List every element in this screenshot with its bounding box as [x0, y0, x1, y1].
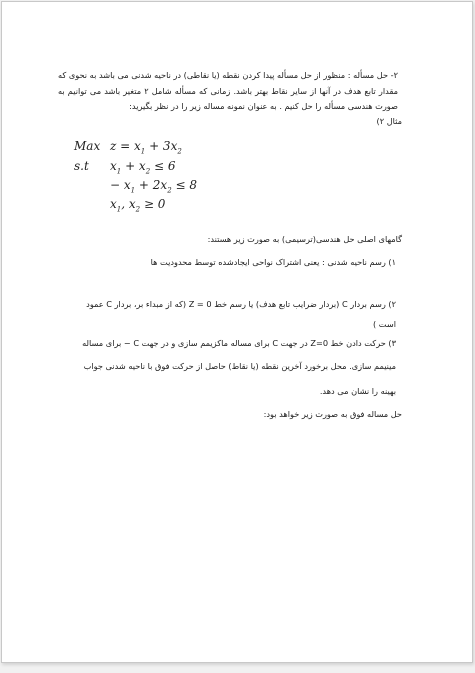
step-2-line-2: است ) — [373, 319, 396, 329]
subject-to-label: s.t — [74, 159, 89, 173]
constraint-1: $x_1 + x_2 \le 6$ — [110, 159, 176, 176]
intro-paragraph: ۲- حل مسأله : منظور از حل مسأله پیدا کردن نقطه (یا نقاطی) در ناحیه شدنی می باشد به نحوی که مقدار تابع هدف در آنها از سایر نقاط بهتر باشد. زمانی که مسأله شامل ۲ متغیر باشد می توانیم به صورت هندسی مسأله را حل کنیم . به عنوان نمونه مساله زیر را در نظر بگیرید: — [57, 70, 398, 111]
example-label: مثال ۲) — [376, 116, 402, 126]
document-page — [1, 1, 473, 663]
steps-heading: گامهای اصلی حل هندسی(ترسیمی) به صورت زیر هستند: — [207, 234, 402, 244]
max-label: Max — [74, 139, 101, 153]
objective-function: $z = x_1 + 3x_2$ — [110, 139, 182, 156]
closing-sentence: حل مساله فوق به صورت زیر خواهد بود: — [263, 409, 402, 419]
step-3-line-3: بهینه را نشان می دهد. — [319, 386, 396, 396]
constraint-2: − $x_1 + 2x_2 \le 8$ — [110, 178, 197, 195]
step-1: ۱) رسم ناحیه شدنی : یعنی اشتراک نواحی ایجادشده توسط محدودیت ها — [150, 257, 396, 267]
step-2-line-1: ۲) رسم بردار C (بردار ضرایب تابع هدف) یا رسم خط Z = 0 (که از مبداء بر، بردار C عمود — [86, 299, 396, 309]
step-3-line-2: مینیمم سازی. محل برخورد آخرین نقطه (یا نقاط) حاصل از حرکت فوق با ناحیه شدنی جواب — [83, 361, 396, 371]
nonnegativity-constraint: $x_1$, $x_2 \ge 0$ — [110, 197, 166, 214]
step-3-line-1: ۳) حرکت دادن خط Z=0 در جهت C برای مساله ماکزیمم سازی و در جهت C − برای مساله — [82, 338, 396, 348]
